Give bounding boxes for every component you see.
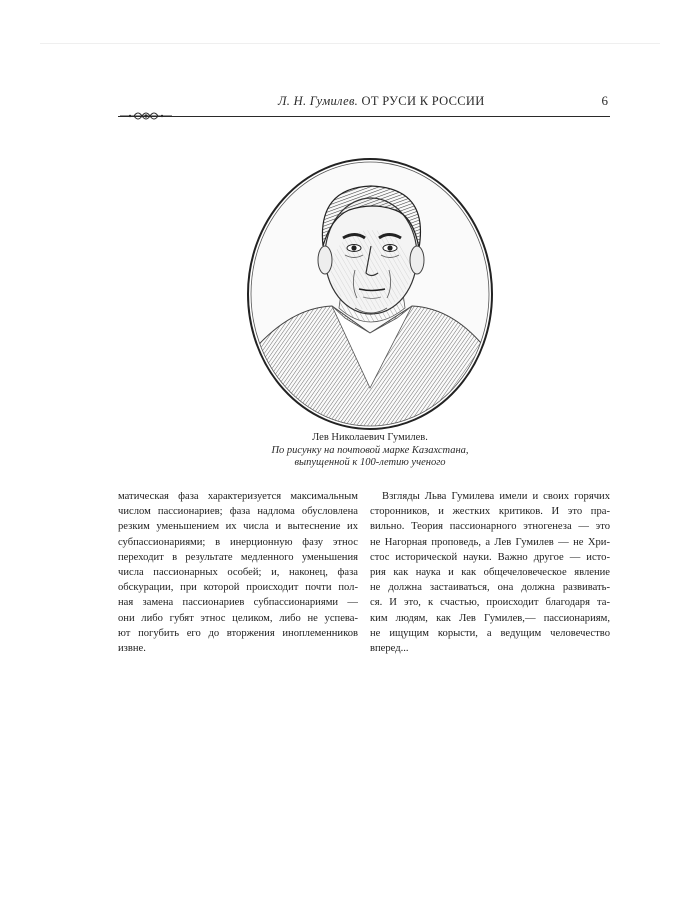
left-text-column [118, 489, 358, 656]
caption-description: По рисунку на почтовой марке Казахстана, [271, 444, 469, 456]
page-top-edge [40, 43, 660, 44]
running-title [278, 94, 578, 109]
text-line: числом пассионариев; фаза надлома обусловлена [118, 506, 358, 518]
text-line: переходит в результате медленного уменьшения [118, 551, 358, 563]
running-header [118, 94, 610, 118]
text-line: ким людям, как Лев Гумилев,— пассионариям, [370, 612, 610, 624]
text-line: вперед... [370, 642, 409, 654]
text-line: извне. [118, 642, 146, 654]
portrait-illustration [247, 158, 493, 430]
text-line: сторонников, и жестких критиков. И это пра- [370, 506, 610, 518]
text-line: обскурации, при которой происходит почти пол- [118, 582, 358, 594]
text-line: не ищущим корысти, а ведущим человечество [370, 627, 610, 639]
text-line: не должна застаиваться, она должна развивать- [370, 582, 610, 594]
text-line: матическая фаза характеризуется максимальным [118, 491, 358, 502]
text-line: стос исторической науки. Важно другое — исто- [370, 551, 610, 563]
text-line: они либо губят этнос целиком, либо не успева- [118, 612, 358, 624]
header-rule [118, 116, 610, 117]
text-line: вильно. Теория пассионарного этногенеза — это [370, 521, 610, 533]
text-line: Взгляды Льва Гумилева имели и своих горячих [382, 491, 610, 502]
text-line: числа пассионарных особей; и, наконец, фаза [118, 566, 358, 578]
text-line: ся. И это, к счастью, происходит благодаря та- [370, 597, 610, 609]
text-line: не Нагорная проповедь, а Лев Гумилев — не Хри- [370, 536, 610, 548]
text-line: рия как наука и как общечеловеческое явление [370, 566, 610, 578]
text-line: ют погубить его до вторжения иноплеменников [118, 627, 358, 639]
caption-description-continued: выпущенной к 100-летию ученого [294, 457, 446, 468]
right-text-column [370, 489, 610, 656]
portrait-caption [220, 432, 520, 470]
text-line: резким уменьшением их числа и вытеснение их [118, 521, 358, 533]
caption-name: Лев Николаевич Гумилев. [312, 432, 428, 443]
text-line: субпассионариями; в инерционную фазу этнос [118, 536, 358, 548]
page-number: 6 [601, 93, 608, 108]
text-line: ная замена пассионариев субпассионариями — [118, 597, 358, 609]
header-book-title: ОТ РУСИ К РОССИИ [361, 94, 485, 108]
header-author: Л. Н. Гумилев. [278, 94, 359, 108]
